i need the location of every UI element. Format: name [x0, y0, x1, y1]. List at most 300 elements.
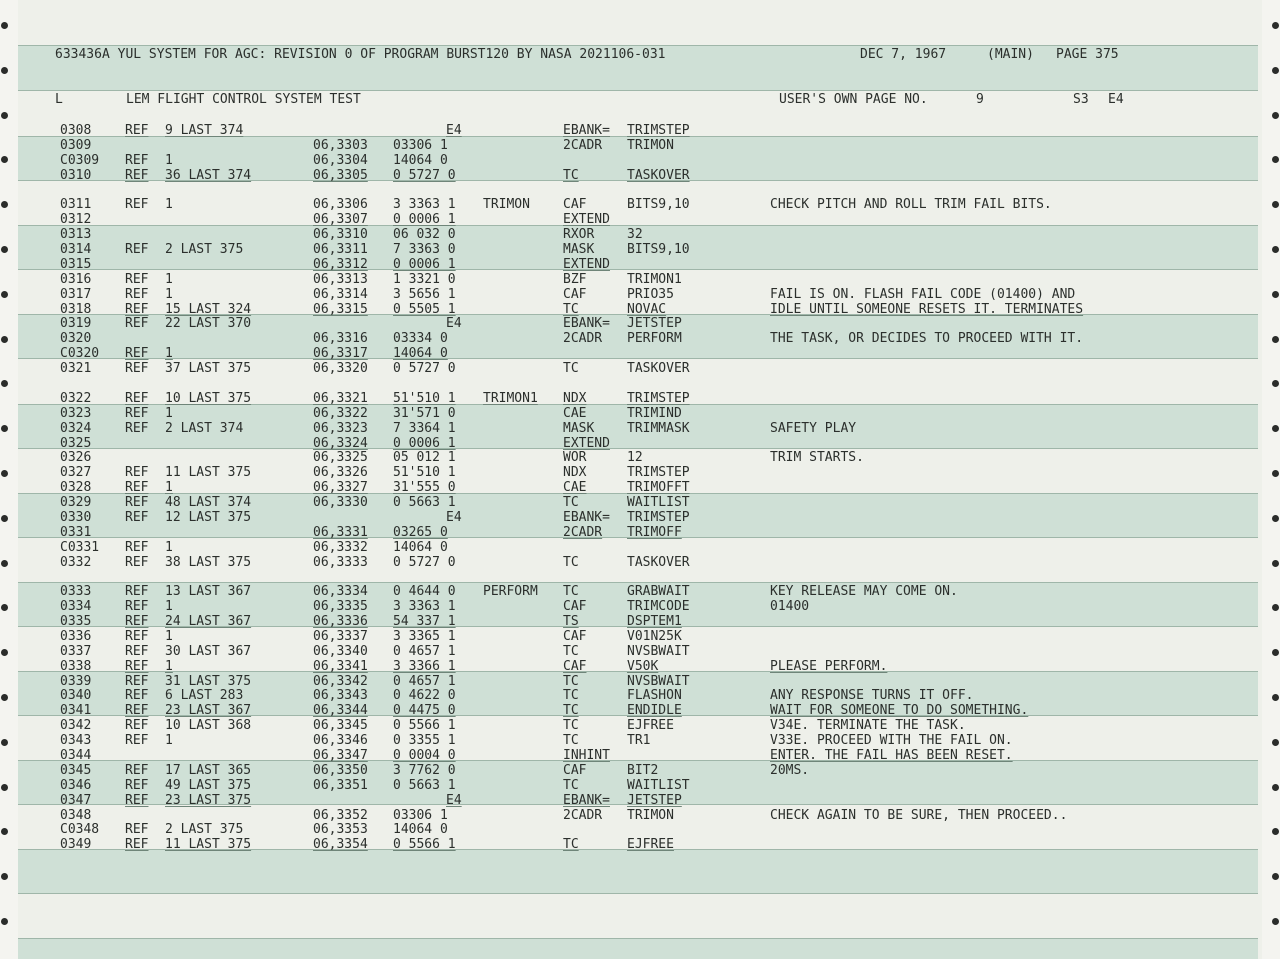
ref-last: 23 LAST 375: [165, 792, 252, 808]
line-number: 0337: [60, 643, 92, 659]
ref-tag: REF: [125, 762, 149, 778]
opcode: TC: [563, 301, 579, 317]
operand: TRIMIND: [627, 405, 682, 421]
log-section-title: LEM FLIGHT CONTROL SYSTEM TEST: [126, 92, 361, 107]
feed-hole: [1, 560, 8, 567]
greenbar-rule: [18, 582, 1258, 583]
line-number: 0336: [60, 628, 92, 644]
opcode: TC: [563, 733, 579, 749]
greenbar-rule: [18, 269, 1258, 270]
line-number: 0325: [60, 435, 92, 451]
opcode: TC: [563, 688, 579, 704]
greenbar-rule: [18, 893, 1258, 894]
ref-last: 30 LAST 367: [165, 643, 252, 659]
opcode: EXTEND: [563, 256, 610, 272]
feed-hole: [1272, 828, 1279, 835]
address: 06,3327: [313, 480, 368, 496]
address: 06,3340: [313, 643, 368, 659]
ref-last: 1: [165, 658, 173, 674]
ref-tag: REF: [125, 509, 149, 525]
program-title: 633436A YUL SYSTEM FOR AGC: REVISION 0 OF PROGRAM BURST120 BY NASA 2021106-031: [55, 47, 666, 62]
log-section-header: [0, 92, 1124, 107]
address: 06,3313: [313, 271, 368, 287]
octal-word: 54 337 1: [393, 614, 456, 629]
ref-tag: REF: [125, 286, 149, 302]
line-number: 0321: [60, 361, 92, 377]
feed-hole: [1, 873, 8, 880]
ref-tag: REF: [125, 822, 149, 838]
address: 06,3343: [313, 688, 368, 704]
operand: BITS9,10: [627, 242, 690, 257]
operand: 12: [627, 450, 643, 466]
page-number: PAGE 375: [1056, 47, 1119, 62]
ref-last: 23 LAST 367: [165, 703, 252, 719]
ref-last: 1: [165, 286, 173, 302]
feed-hole: [1, 291, 8, 298]
opcode: CAF: [563, 762, 587, 778]
comment: CHECK PITCH AND ROLL TRIM FAIL BITS.: [770, 197, 1052, 213]
comment: CHECK AGAIN TO BE SURE, THEN PROCEED..: [770, 807, 1068, 823]
octal-word: 0 4657 1: [393, 643, 456, 659]
opcode: MASK: [563, 242, 595, 257]
opcode: CAF: [563, 599, 587, 615]
operand: JETSTEP: [627, 316, 682, 332]
comment: IDLE UNTIL SOMEONE RESETS IT. TERMINATES: [770, 301, 1084, 317]
line-number: 0313: [60, 227, 92, 243]
line-number: 0320: [60, 331, 92, 347]
line-number: 0341: [60, 703, 92, 719]
tractor-feed-right: [1262, 0, 1280, 959]
ref-last: 38 LAST 375: [165, 554, 252, 570]
ref-last: 10 LAST 375: [165, 390, 252, 406]
ref-tag: REF: [125, 837, 149, 853]
ebank-marker: E4: [446, 123, 462, 138]
address: 06,3331: [313, 524, 368, 540]
ref-tag: REF: [125, 301, 149, 317]
line-number: 0343: [60, 733, 92, 749]
octal-word: 0 5505 1: [393, 301, 456, 317]
address: 06,3350: [313, 762, 368, 778]
ref-last: 2 LAST 375: [165, 822, 244, 838]
s3-marker: S3: [1073, 92, 1089, 107]
ref-last: 6 LAST 283: [165, 688, 244, 704]
line-number: 0339: [60, 673, 92, 689]
octal-word: 14064 0: [393, 152, 448, 168]
octal-word: 0 4622 0: [393, 688, 456, 704]
greenbar-rule: [18, 90, 1258, 91]
greenbar-rule: [18, 938, 1258, 939]
line-number: C0348: [60, 822, 100, 838]
opcode: TC: [563, 495, 579, 510]
ref-last: 24 LAST 367: [165, 614, 252, 629]
address: 06,3334: [313, 584, 368, 600]
print-date: DEC 7, 1967: [860, 47, 947, 62]
feed-hole: [1272, 604, 1279, 611]
feed-hole: [1272, 246, 1279, 253]
opcode: CAF: [563, 286, 587, 302]
line-number: 0315: [60, 256, 92, 272]
opcode: TC: [563, 584, 579, 600]
operand: JETSTEP: [627, 792, 682, 808]
ref-last: 48 LAST 374: [165, 495, 252, 510]
opcode: 2CADR: [563, 807, 603, 823]
octal-word: 0 0006 1: [393, 435, 456, 451]
address: 06,3336: [313, 614, 368, 629]
octal-word: 0 5727 0: [393, 361, 456, 377]
operand: TRIMON: [627, 807, 674, 823]
operand: V50K: [627, 658, 659, 674]
line-number: 0327: [60, 465, 92, 481]
octal-word: 7 3364 1: [393, 420, 456, 436]
operand: TRIMSTEP: [627, 509, 690, 525]
feed-hole: [1, 604, 8, 611]
opcode: TS: [563, 614, 579, 629]
ref-tag: REF: [125, 480, 149, 496]
feed-hole: [1272, 515, 1279, 522]
opcode: WOR: [563, 450, 587, 466]
opcode: 2CADR: [563, 524, 603, 540]
ref-last: 17 LAST 365: [165, 762, 252, 778]
address: 06,3312: [313, 256, 368, 272]
feed-hole: [1272, 649, 1279, 656]
feed-hole: [1272, 918, 1279, 925]
operand: TRIMCODE: [627, 599, 690, 615]
address: 06,3347: [313, 748, 368, 763]
octal-word: 3 3363 1: [393, 197, 456, 213]
feed-hole: [1, 22, 8, 29]
greenbar-band: [18, 849, 1258, 894]
address: 06,3307: [313, 212, 368, 228]
opcode: CAF: [563, 658, 587, 674]
address: 06,3352: [313, 807, 368, 823]
operand: TASKOVER: [627, 361, 690, 377]
address: 06,3332: [313, 539, 368, 555]
ref-tag: REF: [125, 420, 149, 436]
comment: THE TASK, OR DECIDES TO PROCEED WITH IT.: [770, 331, 1084, 347]
feed-hole: [1, 336, 8, 343]
line-number: 0345: [60, 762, 92, 778]
octal-word: 31'571 0: [393, 405, 456, 421]
address: 06,3326: [313, 465, 368, 481]
address: 06,3314: [313, 286, 368, 302]
comment: FAIL IS ON. FLASH FAIL CODE (01400) AND: [770, 286, 1076, 302]
ref-tag: REF: [125, 167, 149, 183]
octal-word: 05 012 1: [393, 450, 456, 466]
feed-hole: [1, 828, 8, 835]
line-number: 0310: [60, 167, 92, 183]
comment: V33E. PROCEED WITH THE FAIL ON.: [770, 733, 1013, 749]
ref-last: 11 LAST 375: [165, 837, 252, 853]
octal-word: 0 0006 1: [393, 212, 456, 228]
ref-last: 1: [165, 733, 173, 749]
ref-last: 2 LAST 375: [165, 242, 244, 257]
octal-word: 3 3366 1: [393, 658, 456, 674]
opcode: TC: [563, 643, 579, 659]
feed-hole: [1272, 784, 1279, 791]
greenbar-rule: [18, 760, 1258, 761]
operand: BIT2: [627, 762, 659, 778]
operand: GRABWAIT: [627, 584, 690, 600]
octal-word: 0 5727 0: [393, 554, 456, 570]
feed-hole: [1272, 380, 1279, 387]
ebank-marker: E4: [446, 792, 462, 808]
feed-hole: [1272, 470, 1279, 477]
log-mark: L: [55, 92, 63, 107]
address: 06,3335: [313, 599, 368, 615]
ref-last: 36 LAST 374: [165, 167, 252, 183]
line-number: 0323: [60, 405, 92, 421]
ref-last: 9 LAST 374: [165, 123, 244, 138]
feed-hole: [1272, 22, 1279, 29]
comment: PLEASE PERFORM.: [770, 658, 888, 674]
line-number: 0334: [60, 599, 92, 615]
line-number: 0329: [60, 495, 92, 510]
address: 06,3341: [313, 658, 368, 674]
opcode: INHINT: [563, 748, 610, 763]
address: 06,3317: [313, 346, 368, 362]
opcode: EXTEND: [563, 435, 610, 451]
line-number: 0309: [60, 137, 92, 153]
operand: NOVAC: [627, 301, 667, 317]
ref-last: 1: [165, 599, 173, 615]
octal-word: 51'510 1: [393, 465, 456, 481]
ref-last: 1: [165, 539, 173, 555]
address: 06,3306: [313, 197, 368, 213]
ref-last: 1: [165, 152, 173, 168]
comment: TRIM STARTS.: [770, 450, 864, 466]
operand: V01N25K: [627, 628, 682, 644]
ref-tag: REF: [125, 584, 149, 600]
line-number: 0324: [60, 420, 92, 436]
line-number: 0314: [60, 242, 92, 257]
line-number: 0331: [60, 524, 92, 540]
line-number: 0332: [60, 554, 92, 570]
ref-last: 31 LAST 375: [165, 673, 252, 689]
greenbar-rule: [18, 225, 1258, 226]
ref-last: 22 LAST 370: [165, 316, 252, 332]
greenbar-rule: [18, 448, 1258, 449]
operand: WAITLIST: [627, 495, 690, 510]
line-number: 0349: [60, 837, 92, 853]
octal-word: 06 032 0: [393, 227, 456, 243]
ref-tag: REF: [125, 554, 149, 570]
ref-last: 2 LAST 374: [165, 420, 244, 436]
feed-hole: [1272, 112, 1279, 119]
address: 06,3324: [313, 435, 368, 451]
own-page-number: 9: [976, 92, 984, 107]
line-number: 0316: [60, 271, 92, 287]
feed-hole: [1, 694, 8, 701]
e4-marker: E4: [1108, 92, 1124, 107]
octal-word: 03306 1: [393, 137, 448, 153]
octal-word: 3 5656 1: [393, 286, 456, 302]
opcode: MASK: [563, 420, 595, 436]
comment: WAIT FOR SOMEONE TO DO SOMETHING.: [770, 703, 1029, 719]
ref-tag: REF: [125, 673, 149, 689]
own-page-label: USER'S OWN PAGE NO.: [779, 92, 928, 107]
feed-hole: [1, 246, 8, 253]
feed-hole: [1272, 291, 1279, 298]
ref-last: 37 LAST 375: [165, 361, 252, 377]
opcode: EBANK=: [563, 123, 610, 138]
address: 06,3310: [313, 227, 368, 243]
feed-hole: [1, 649, 8, 656]
line-number: 0340: [60, 688, 92, 704]
address: 06,3337: [313, 628, 368, 644]
opcode: CAF: [563, 628, 587, 644]
address: 06,3315: [313, 301, 368, 317]
comment: SAFETY PLAY: [770, 420, 857, 436]
feed-hole: [1272, 67, 1279, 74]
ref-last: 13 LAST 367: [165, 584, 252, 600]
ref-tag: REF: [125, 777, 149, 793]
address: 06,3346: [313, 733, 368, 749]
feed-hole: [1, 380, 8, 387]
feed-hole: [1, 470, 8, 477]
operand: EJFREE: [627, 718, 674, 734]
address: 06,3344: [313, 703, 368, 719]
ref-tag: REF: [125, 658, 149, 674]
symbol-label: PERFORM: [483, 584, 538, 600]
address: 06,3353: [313, 822, 368, 838]
operand: DSPTEM1: [627, 614, 682, 629]
ref-last: 15 LAST 324: [165, 301, 252, 317]
opcode: TC: [563, 837, 579, 853]
opcode: CAE: [563, 405, 587, 421]
opcode: TC: [563, 703, 579, 719]
line-number: C0309: [60, 152, 100, 168]
octal-word: 03306 1: [393, 807, 448, 823]
octal-word: 0 5566 1: [393, 837, 456, 853]
feed-hole: [1272, 425, 1279, 432]
ref-tag: REF: [125, 688, 149, 704]
feed-hole: [1, 425, 8, 432]
ref-tag: REF: [125, 465, 149, 481]
ref-tag: REF: [125, 703, 149, 719]
octal-word: 0 5663 1: [393, 495, 456, 510]
comment: ANY RESPONSE TURNS IT OFF.: [770, 688, 974, 704]
opcode: 2CADR: [563, 331, 603, 347]
ref-last: 12 LAST 375: [165, 509, 252, 525]
ref-last: 1: [165, 346, 173, 362]
operand: TRIMON1: [627, 271, 682, 287]
line-number: 0308: [60, 123, 92, 138]
operand: BITS9,10: [627, 197, 690, 213]
opcode: EBANK=: [563, 316, 610, 332]
octal-word: 03265 0: [393, 524, 448, 540]
opcode: NDX: [563, 390, 587, 406]
line-number: 0311: [60, 197, 92, 213]
operand: TRIMSTEP: [627, 465, 690, 481]
feed-hole: [1272, 336, 1279, 343]
operand: 32: [627, 227, 643, 243]
octal-word: 3 3365 1: [393, 628, 456, 644]
operand: ENDIDLE: [627, 703, 682, 719]
line-number: 0344: [60, 748, 92, 763]
line-number: C0320: [60, 346, 100, 362]
address: 06,3303: [313, 137, 368, 153]
feed-hole: [1272, 156, 1279, 163]
ref-last: 10 LAST 368: [165, 718, 252, 734]
page-header: [0, 47, 1119, 62]
octal-word: 3 3363 1: [393, 599, 456, 615]
operand: TASKOVER: [627, 554, 690, 570]
line-number: 0312: [60, 212, 92, 228]
line-number: 0342: [60, 718, 92, 734]
octal-word: 51'510 1: [393, 390, 456, 406]
octal-word: 1 3321 0: [393, 271, 456, 287]
octal-word: 14064 0: [393, 539, 448, 555]
feed-hole: [1, 784, 8, 791]
operand: NVSBWAIT: [627, 673, 690, 689]
address: 06,3323: [313, 420, 368, 436]
operand: TRIMSTEP: [627, 390, 690, 406]
ref-last: 1: [165, 480, 173, 496]
operand: TASKOVER: [627, 167, 690, 183]
octal-word: 0 5727 0: [393, 167, 456, 183]
octal-word: 3 7762 0: [393, 762, 456, 778]
ref-tag: REF: [125, 405, 149, 421]
line-number: 0330: [60, 509, 92, 525]
octal-word: 0 5663 1: [393, 777, 456, 793]
ref-tag: REF: [125, 271, 149, 287]
address: 06,3325: [313, 450, 368, 466]
feed-hole: [1272, 694, 1279, 701]
octal-word: 0 5566 1: [393, 718, 456, 734]
feed-hole: [1, 739, 8, 746]
address: 06,3351: [313, 777, 368, 793]
ebank-marker: E4: [446, 316, 462, 332]
ref-tag: REF: [125, 390, 149, 406]
octal-word: 0 4475 0: [393, 703, 456, 719]
feed-hole: [1272, 873, 1279, 880]
operand: TRIMSTEP: [627, 123, 690, 138]
opcode: EBANK=: [563, 509, 610, 525]
ref-last: 11 LAST 375: [165, 465, 252, 481]
comment: V34E. TERMINATE THE TASK.: [770, 718, 966, 734]
octal-word: 0 3355 1: [393, 733, 456, 749]
operand: FLASHON: [627, 688, 682, 704]
ref-tag: REF: [125, 733, 149, 749]
opcode: EBANK=: [563, 792, 610, 808]
opcode: TC: [563, 777, 579, 793]
octal-word: 03334 0: [393, 331, 448, 347]
address: 06,3321: [313, 390, 368, 406]
line-number: 0333: [60, 584, 92, 600]
greenbar-rule: [18, 45, 1258, 46]
octal-word: 0 4644 0: [393, 584, 456, 600]
ebank-marker: E4: [446, 509, 462, 525]
opcode: NDX: [563, 465, 587, 481]
ref-tag: REF: [125, 123, 149, 138]
line-number: 0348: [60, 807, 92, 823]
operand: TR1: [627, 733, 651, 749]
octal-word: 0 0006 1: [393, 256, 456, 272]
comment: 01400: [770, 599, 810, 615]
operand: EJFREE: [627, 837, 674, 853]
ref-tag: REF: [125, 643, 149, 659]
operand: TRIMOFFT: [627, 480, 690, 496]
operand: NVSBWAIT: [627, 643, 690, 659]
address: 06,3304: [313, 152, 368, 168]
line-number: C0331: [60, 539, 100, 555]
ref-last: 1: [165, 271, 173, 287]
opcode: 2CADR: [563, 137, 603, 153]
ref-tag: REF: [125, 152, 149, 168]
address: 06,3330: [313, 495, 368, 510]
operand: TRIMMASK: [627, 420, 690, 436]
operand: TRIMOFF: [627, 524, 682, 540]
